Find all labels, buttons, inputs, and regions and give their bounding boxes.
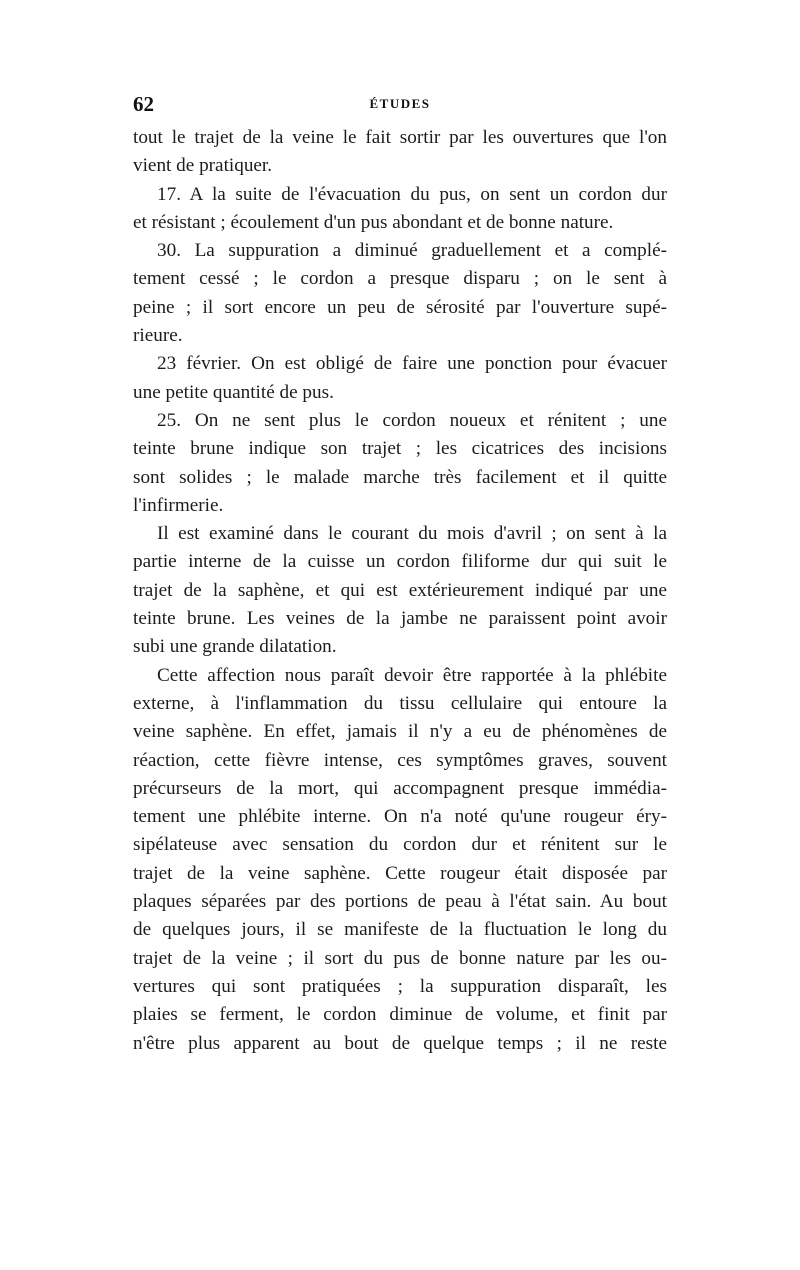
text-line: trajet de la veine ; il sort du pus de bonne nature par les ou- — [133, 947, 667, 969]
text-line: plaques séparées par des portions de peau à l'état sain. Au bout — [133, 891, 667, 913]
text-line: tout le trajet de la veine le fait sortir par les ouvertures que l'on — [133, 127, 667, 148]
text-line: teinte brune. Les veines de la jambe ne paraissent point avoir — [133, 608, 667, 630]
text-line: sipélateuse avec sensation du cordon dur et rénitent sur le — [133, 834, 667, 856]
text-line: une petite quantité de pus. — [133, 381, 334, 403]
paragraph — [133, 520, 667, 661]
paragraph — [133, 181, 667, 238]
text-line: précurseurs de la mort, qui accompagnent presque immédia- — [133, 777, 667, 799]
text-line: tement cessé ; le cordon a presque disparu ; on le sent à — [133, 268, 667, 290]
text-line: trajet de la veine saphène. Cette rougeur était disposée par — [133, 862, 667, 884]
text-line: 17. A la suite de l'évacuation du pus, on sent un cordon dur — [157, 183, 667, 205]
text-line: plaies se ferment, le cordon diminue de volume, et finit par — [133, 1004, 667, 1026]
text-line: externe, à l'inflammation du tissu cellulaire qui entoure la — [133, 692, 667, 714]
text-line: Cette affection nous paraît devoir être rapportée à la phlébite — [157, 664, 667, 686]
body-text — [133, 124, 667, 1058]
running-head: ÉTUDES — [369, 96, 431, 111]
text-line: trajet de la saphène, et qui est extérieurement indiqué par une — [133, 579, 667, 601]
text-line: rieure. — [133, 325, 183, 347]
page-header — [133, 92, 667, 118]
text-line: veine saphène. En effet, jamais il n'y a eu de phénomènes de — [133, 721, 667, 743]
text-line: Il est examiné dans le courant du mois d'avril ; on sent à la — [157, 523, 667, 545]
text-line: et résistant ; écoulement d'un pus abondant et de bonne nature. — [133, 211, 614, 233]
text-line: sont solides ; le malade marche très facilement et il quitte — [133, 466, 667, 488]
text-line: n'être plus apparent au bout de quelque temps ; il ne reste — [133, 1032, 667, 1054]
text-line: partie interne de la cuisse un cordon filiforme dur qui suit le — [133, 551, 667, 573]
paragraph — [133, 407, 667, 520]
text-line: tement une phlébite interne. On n'a noté qu'une rougeur éry- — [133, 806, 667, 828]
text-line: vertures qui sont pratiquées ; la suppuration disparaît, les — [133, 975, 667, 997]
text-line: de quelques jours, il se manifeste de la fluctuation le long du — [133, 919, 667, 941]
paragraph — [133, 237, 667, 350]
text-line: 23 février. On est obligé de faire une ponction pour évacuer — [157, 353, 667, 375]
text-line: subi une grande dilatation. — [133, 636, 337, 658]
text-line: peine ; il sort encore un peu de sérosité par l'ouverture supé- — [133, 296, 667, 318]
text-line: l'infirmerie. — [133, 494, 224, 516]
text-line: 30. La suppuration a diminué graduellement et a complé- — [157, 240, 667, 262]
paragraph — [133, 124, 667, 181]
text-line: 25. On ne sent plus le cordon noueux et rénitent ; une — [157, 409, 667, 431]
text-line: vient de pratiquer. — [133, 155, 273, 177]
page-number: 62 — [133, 92, 154, 116]
text-line: réaction, cette fièvre intense, ces symptômes graves, souvent — [133, 749, 667, 771]
paragraph — [133, 662, 667, 1058]
paragraph — [133, 350, 667, 407]
text-line: teinte brune indique son trajet ; les cicatrices des incisions — [133, 438, 667, 460]
